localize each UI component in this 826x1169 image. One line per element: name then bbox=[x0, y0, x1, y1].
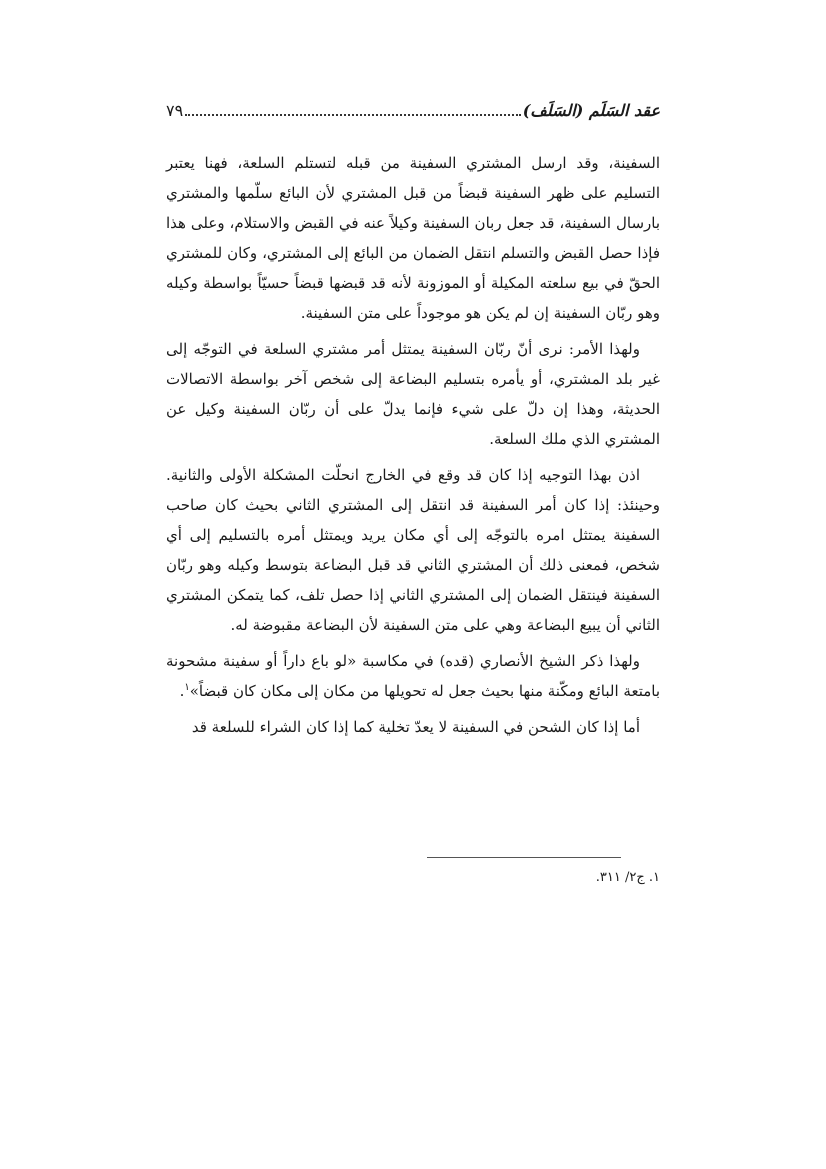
paragraph-4: ولهذا ذكر الشيخ الأنصاري (قده) في مكاسبة «لو باع داراً أو سفينة مشحونة بامتعة البائع ومكّنة منها بحيث جعل له تحويلها من مكان إلى مكان كان قبضاً»$^١$. bbox=[166, 652, 660, 700]
body-text bbox=[166, 148, 660, 748]
footnote-separator bbox=[427, 857, 621, 858]
paragraph-1: السفينة، وقد ارسل المشتري السفينة من قبله لتستلم السلعة، فهنا يعتبر التسليم على ظهر السفينة قبضاً من قبل المشتري لأن البائع سلّمها والمشتري بارسال السفينة، قد جعل ربان السفينة وكيلاً عنه في القبض والاستلام، وعلى هذا فإذا حصل القبض والتسلم انتقل الضمان من البائع إلى المشتري، وكان للمشتري الحقّ في بيع سلعته المكيلة أو الموزونة لأنه قد قبضها قبضاً حسيّاً بواسطة وكيله وهو ربّان السفينة إن لم يكن هو موجوداً على متن السفينة. bbox=[166, 154, 660, 322]
dotted-leader bbox=[185, 113, 521, 116]
paragraph-5: أما إذا كان الشحن في السفينة لا يعدّ تخلية كما إذا كان الشراء للسلعة قد bbox=[191, 718, 640, 736]
page-number: ٧٩ bbox=[166, 101, 184, 120]
footnote-reference[interactable]: ١ bbox=[184, 682, 190, 693]
footnote: ١. ج٢/ ٣١١. bbox=[595, 870, 660, 885]
running-title: عقد السَلَم (السَلَف) bbox=[522, 101, 660, 120]
paragraph-4-text: ولهذا ذكر الشيخ الأنصاري (قده) في مكاسبة «لو باع داراً أو سفينة مشحونة بامتعة البائع ومكّنة منها بحيث جعل له تحويلها من مكان إلى مكان كان قبضاً» bbox=[166, 652, 660, 700]
paragraph-3: اذن بهذا التوجيه إذا كان قد وقع في الخارج انحلّت المشكلة الأولى والثانية. وحينئذ: إذا كان أمر السفينة قد انتقل إلى المشتري الثاني بحيث كان صاحب السفينة يمتثل امره بالتوجّه إلى أي مكان يريد ويمتثل أمره بالتسليم إلى أي شخص، فمعنى ذلك أن المشتري الثاني قد قبل البضاعة بتوسط وكيله وهو ربّان السفينة فينتقل الضمان إلى المشتري الثاني إذا حصل تلف، كما يتمكن المشتري الثاني أن يبيع البضاعة وهي على متن السفينة لأن البضاعة مقبوضة له. bbox=[166, 466, 660, 634]
running-header bbox=[166, 96, 660, 122]
paragraph-2: ولهذا الأمر: نرى أنّ ربّان السفينة يمتثل أمر مشتري السلعة في التوجّه إلى غير بلد المشتري، أو يأمره بتسليم البضاعة إلى شخص آخر بواسطة الاتصالات الحديثة، وهذا إن دلّ على شيء فإنما يدلّ على أن ربّان السفينة وكيل عن المشتري الذي ملك السلعة. bbox=[166, 340, 660, 448]
